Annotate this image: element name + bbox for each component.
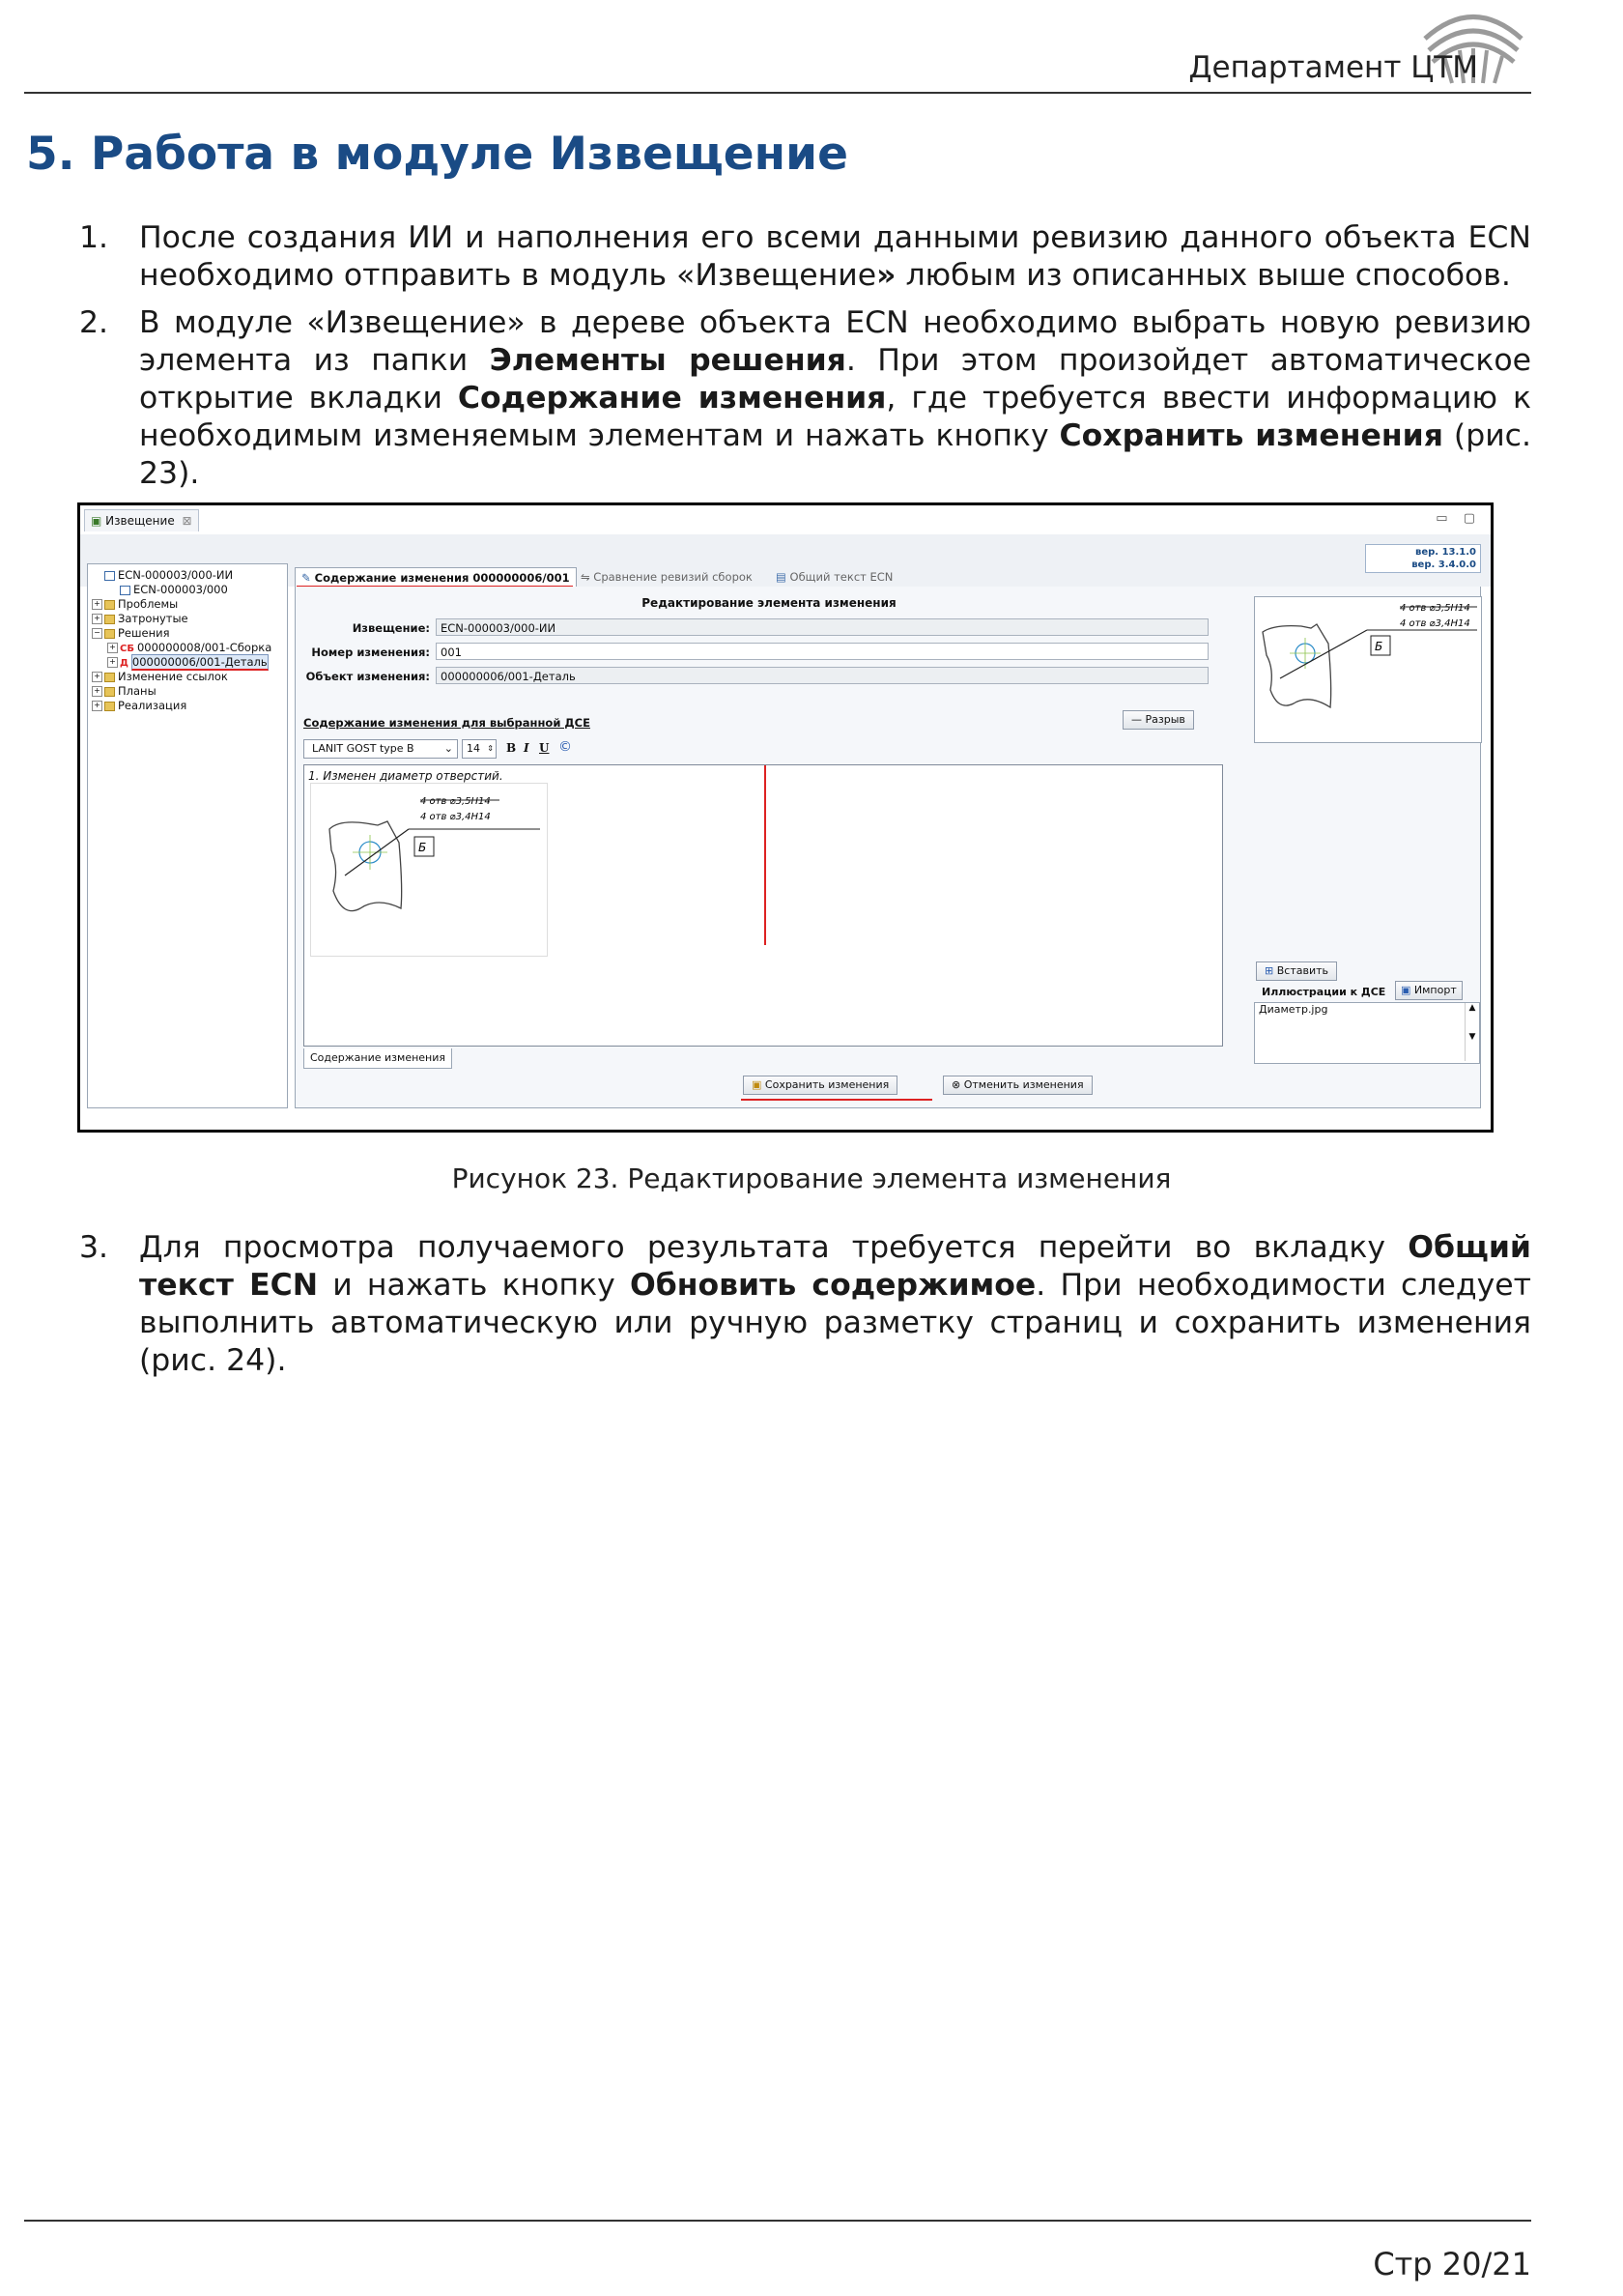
save-icon: ▣ — [752, 1078, 762, 1091]
folder-icon — [104, 702, 115, 711]
tree-item[interactable] — [92, 568, 283, 583]
expand-icon[interactable]: + — [92, 599, 102, 610]
department-name: Департамент ЦТМ — [1188, 50, 1478, 85]
bold-button[interactable]: B — [506, 741, 517, 755]
footer-divider — [24, 2220, 1531, 2222]
notice-label: Извещение: — [352, 621, 430, 635]
item-type-badge: Д — [120, 658, 128, 669]
tab-compare-revisions[interactable] — [575, 567, 758, 587]
illustrations-list[interactable] — [1254, 1002, 1480, 1064]
tree-item[interactable] — [92, 670, 283, 684]
underline-button[interactable]: U — [539, 741, 550, 755]
chevron-down-icon: ⌄ — [443, 742, 453, 755]
expand-icon[interactable]: + — [92, 614, 102, 624]
list-text: В модуле «Извещение» в дереве объекта ECN необходимо выбрать новую ревизию элемента из папки Элементы решения. При этом произойдет автоматическое открытие вкладки Содержание изменения, где требуется ввести информацию к необходимым изменяемым элементам и нажать кнопку Сохранить изменения (рис. 23). — [139, 305, 1531, 491]
change-object-field[interactable]: 000000006/001-Деталь — [436, 667, 1209, 684]
tree-item-label: Реализация — [118, 699, 187, 712]
cancel-icon: ⊗ — [952, 1078, 961, 1091]
tree-item[interactable] — [92, 699, 283, 713]
tree-item[interactable] — [92, 583, 283, 597]
version-line-2: вер. 3.4.0.0 — [1411, 560, 1476, 570]
drawing-new-spec: 4 отв ⌀3,4H14 — [420, 812, 491, 822]
list-item-1 — [79, 219, 1531, 295]
break-button[interactable]: — Разрыв — [1123, 710, 1194, 730]
preview-new-spec: 4 отв ⌀3,4H14 — [1400, 618, 1470, 629]
app-tab-notice[interactable] — [84, 509, 199, 531]
tree-item[interactable] — [92, 612, 283, 626]
list-item[interactable]: Диаметр.jpg — [1259, 1003, 1328, 1016]
illustrations-label: Иллюстрации к ДСЕ — [1262, 986, 1386, 998]
drawing-illustration — [310, 783, 548, 957]
collapse-icon[interactable]: − — [92, 628, 102, 639]
header-divider — [24, 92, 1531, 94]
image-icon: ▣ — [1401, 984, 1411, 996]
page-number: Стр 20/21 — [1373, 2246, 1531, 2282]
special-symbol-icon[interactable]: © — [558, 739, 572, 755]
cursor-marker — [764, 765, 766, 945]
insert-button[interactable] — [1256, 961, 1337, 981]
illustrations-panel — [1252, 596, 1480, 1107]
font-size-value: 14 — [467, 742, 480, 755]
rich-text-editor[interactable] — [303, 764, 1223, 1047]
expand-icon[interactable]: + — [92, 686, 102, 697]
save-label: Сохранить изменения — [764, 1078, 890, 1091]
window-controls[interactable]: ▭ ▢ — [1436, 511, 1481, 526]
tree-item[interactable] — [92, 655, 283, 670]
tree-item-label: ECN-000003/000 — [133, 583, 228, 596]
tree-item-label: Планы — [118, 684, 157, 698]
list-number: 1. — [79, 220, 109, 255]
tree-item-label: Затронутые — [118, 612, 188, 625]
font-size-stepper[interactable] — [462, 739, 497, 759]
insert-label: Вставить — [1276, 964, 1328, 977]
folder-icon — [104, 615, 115, 624]
drawing-label: Б — [418, 841, 427, 854]
tree-item-label: ECN-000003/000-ИИ — [118, 568, 234, 582]
compare-icon: ⇋ — [581, 570, 590, 584]
list-text: После создания ИИ и наполнения его всеми данными ревизию данного объекта ECN необходимо отправить в модуль «Извещение» любым из описанных выше способов. — [139, 220, 1531, 293]
cancel-label: Отменить изменения — [963, 1078, 1084, 1091]
tree-item-label: Изменение ссылок — [118, 670, 228, 683]
change-object-label: Объект изменения: — [305, 670, 430, 683]
folder-icon — [104, 600, 115, 610]
save-changes-button[interactable] — [743, 1076, 897, 1095]
tab-common-text[interactable] — [770, 567, 898, 587]
stepper-icon: ⇕ — [487, 744, 494, 753]
notice-module-icon: ▣ — [91, 514, 102, 528]
change-editor-panel — [295, 587, 1481, 1108]
font-value: LANIT GOST type B — [312, 742, 414, 755]
expand-icon[interactable]: + — [107, 657, 118, 668]
window-titlebar — [80, 505, 1491, 535]
expand-icon[interactable]: + — [107, 643, 118, 653]
app-tab-label: Извещение — [105, 514, 175, 528]
import-button[interactable] — [1395, 981, 1463, 1000]
version-line-1: вер. 13.1.0 — [1415, 547, 1476, 558]
tab-label: Содержание изменения 000000006/001 — [314, 571, 570, 585]
tree-item-label: 000000006/001-Деталь — [131, 655, 268, 669]
list-item-3 — [79, 1229, 1531, 1380]
folder-icon — [104, 687, 115, 697]
tab-label: Сравнение ревизий сборок — [593, 570, 753, 584]
preview-old-spec: 4 отв ⌀3,5H14 — [1400, 603, 1470, 614]
close-icon[interactable]: ⊠ — [182, 514, 192, 528]
cancel-changes-button[interactable] — [943, 1076, 1093, 1095]
list-text: Для просмотра получаемого результата требуется перейти во вкладку Общий текст ECN и нажать кнопку Обновить содержимое. При необходимости следует выполнить автоматическую или ручную разметку страниц и сохранить изменения (рис. 24). — [139, 1230, 1531, 1378]
item-type-badge: СБ — [120, 644, 134, 654]
drawing-old-spec: 4 отв ⌀3,5H14 — [420, 796, 491, 807]
tree-item-label: 000000008/001-Сборка — [136, 641, 272, 654]
edit-icon: ✎ — [301, 571, 311, 585]
import-label: Импорт — [1413, 984, 1457, 996]
ecn-icon — [104, 571, 115, 581]
folder-icon — [104, 673, 115, 682]
expand-icon[interactable]: + — [92, 672, 102, 682]
figure-screenshot — [77, 502, 1494, 1133]
tree-item[interactable] — [92, 684, 283, 699]
section-title: 5. Работа в модуле Извещение — [26, 128, 848, 181]
tree-item-label: Решения — [118, 626, 170, 640]
illustration-preview — [1254, 596, 1482, 743]
change-number-label: Номер изменения: — [311, 646, 430, 659]
figure-caption: Рисунок 23. Редактирование элемента изменения — [451, 1162, 1172, 1194]
tab-content-bottom[interactable]: Содержание изменения — [303, 1048, 452, 1069]
tree-item[interactable] — [92, 626, 283, 641]
folder-icon — [104, 629, 115, 639]
list-number: 3. — [79, 1230, 109, 1265]
expand-icon[interactable]: + — [92, 701, 102, 711]
content-section-title: Содержание изменения для выбранной ДСЕ — [303, 716, 590, 730]
italic-button[interactable]: I — [524, 741, 529, 755]
tree-item-label: Проблемы — [118, 597, 179, 611]
list-item-2 — [79, 304, 1531, 493]
font-select[interactable] — [303, 739, 458, 759]
document-icon — [120, 586, 130, 595]
editor-text: 1. Изменен диаметр отверстий. — [308, 769, 503, 783]
insert-icon: ⊞ — [1265, 964, 1274, 977]
form-title: Редактирование элемента изменения — [641, 596, 897, 610]
highlight-underline — [741, 1099, 932, 1101]
change-number-field[interactable]: 001 — [436, 643, 1209, 660]
editor-tabs — [295, 567, 1481, 588]
notice-field[interactable]: ECN-000003/000-ИИ — [436, 618, 1209, 636]
document-icon: ▤ — [776, 570, 786, 584]
tab-label: Общий текст ECN — [789, 570, 894, 584]
list-number: 2. — [79, 305, 109, 340]
tree-item[interactable] — [92, 597, 283, 612]
tree-item[interactable] — [92, 641, 283, 655]
ecn-tree[interactable] — [87, 563, 288, 1108]
scrollbar[interactable]: ▲ ▼ — [1465, 1003, 1479, 1061]
preview-label: Б — [1375, 640, 1383, 653]
